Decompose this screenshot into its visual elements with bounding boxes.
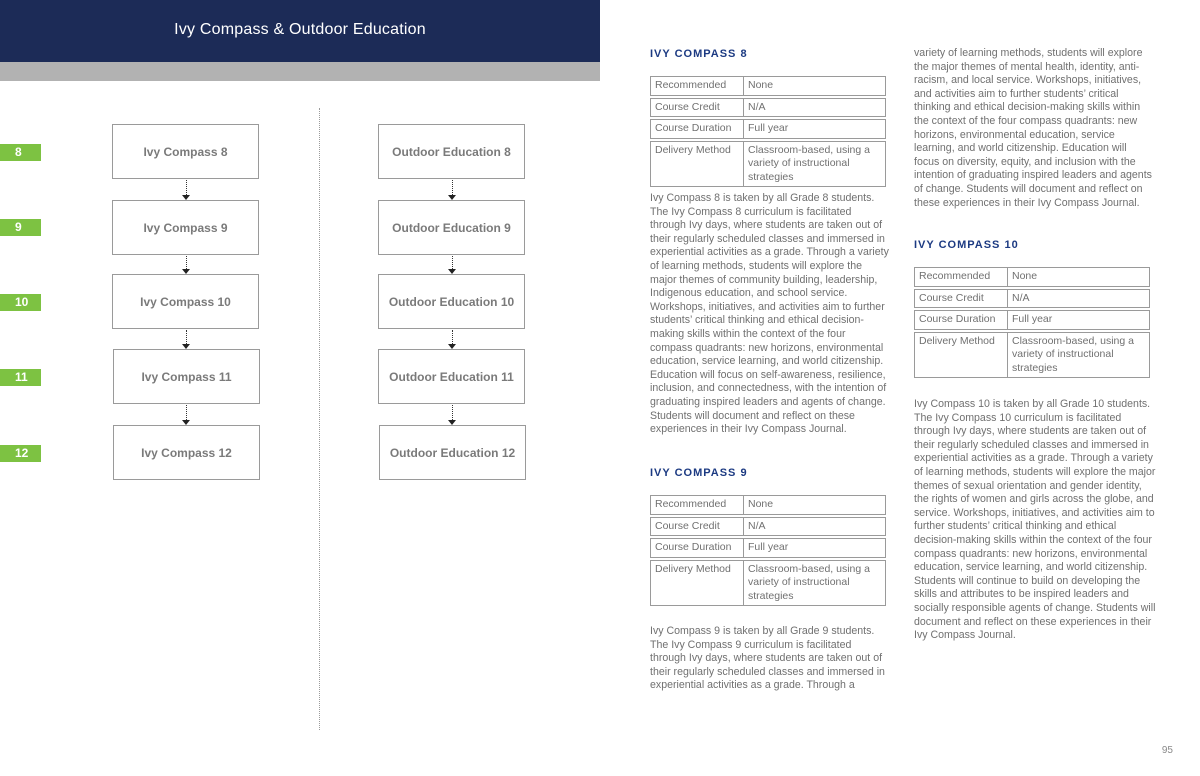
grade-badge-10: 10 (0, 294, 41, 311)
header-gray-band (0, 62, 600, 81)
connector-line (452, 256, 453, 269)
course-duration-label: Course Duration (650, 538, 743, 558)
grade-badge-12: 12 (0, 445, 41, 462)
table-row (914, 267, 1150, 287)
arrow-down-icon (182, 269, 190, 274)
grade-badge-9: 9 (0, 219, 41, 236)
ivy-compass-8-heading: IVY COMPASS 8 (650, 48, 748, 60)
course-credit-label: Course Credit (650, 98, 743, 118)
outdoor-education-10-box: Outdoor Education 10 (378, 274, 525, 329)
course-duration-label: Course Duration (914, 310, 1007, 330)
table-row (914, 332, 1150, 379)
delivery-method-value: Classroom-based, using a variety of instructional strategies (743, 141, 886, 188)
ivy-compass-9-description: Ivy Compass 9 is taken by all Grade 9 students. The Ivy Compass 9 curriculum is facilitated through Ivy days, where students are taken out of their regularly scheduled classes and immersed in experiential activities as a grade. Through a (650, 625, 885, 692)
connector-line (452, 330, 453, 344)
table-row (650, 517, 886, 537)
course-duration-value: Full year (743, 119, 886, 139)
ivy-compass-11-box: Ivy Compass 11 (113, 349, 260, 404)
ivy-compass-12-box: Ivy Compass 12 (113, 425, 260, 480)
arrow-down-icon (448, 420, 456, 425)
recommended-value: None (743, 495, 886, 515)
recommended-label: Recommended (650, 495, 743, 515)
table-row (914, 310, 1150, 330)
delivery-method-label: Delivery Method (914, 332, 1007, 379)
connector-line (186, 180, 187, 195)
delivery-method-label: Delivery Method (650, 141, 743, 188)
arrow-down-icon (182, 344, 190, 349)
grade-badge-11: 11 (0, 369, 41, 386)
arrow-down-icon (182, 195, 190, 200)
table-row (914, 289, 1150, 309)
arrow-down-icon (448, 269, 456, 274)
connector-line (186, 405, 187, 420)
ivy-compass-9-info-table (650, 493, 886, 608)
delivery-method-value: Classroom-based, using a variety of instructional strategies (743, 560, 886, 607)
table-row (650, 495, 886, 515)
outdoor-education-12-box: Outdoor Education 12 (379, 425, 526, 480)
ivy-compass-10-box: Ivy Compass 10 (112, 274, 259, 329)
ivy-compass-9-heading: IVY COMPASS 9 (650, 467, 748, 479)
recommended-value: None (1007, 267, 1150, 287)
course-credit-value: N/A (1007, 289, 1150, 309)
connector-line (186, 256, 187, 269)
course-credit-label: Course Credit (650, 517, 743, 537)
ivy-compass-9-description-continued: variety of learning methods, students will explore the major themes of mental health, identity, anti-racism, and local service. Workshops, initiatives, and activities aim to further students’ critical thinking and ethical decision-making skills within the context of the four compass quadrants: new horizons, environmental education, service learning, and world citizenship. Education will focus on diversity, equity, and inclusion with the intention of graduating inspired leaders and agents of change. Students will document and reflect on these experiences in their Ivy Compass Journal. (914, 47, 1152, 209)
page-number: 95 (1161, 745, 1173, 756)
outdoor-education-9-box: Outdoor Education 9 (378, 200, 525, 255)
course-credit-value: N/A (743, 98, 886, 118)
table-row (650, 76, 886, 96)
arrow-down-icon (448, 195, 456, 200)
table-row (650, 119, 886, 139)
table-row (650, 560, 886, 607)
grade-badge-8: 8 (0, 144, 41, 161)
delivery-method-label: Delivery Method (650, 560, 743, 607)
ivy-compass-8-info-table (650, 74, 886, 189)
page-title: Ivy Compass & Outdoor Education (174, 21, 426, 38)
ivy-compass-10-description: Ivy Compass 10 is taken by all Grade 10 students. The Ivy Compass 10 curriculum is facilitated through Ivy days, where students are taken out of their regularly scheduled classes and immersed in experiential activities as a grade. Through a variety of learning methods, students will explore the major themes of sexual orientation and gender identity, the rights of women and girls across the globe, and service. Workshops, initiatives, and activities aim to further students’ critical thinking and ethical decision-making skills within the context of the four compass quadrants: new horizons, environmental education, service learning, and world citizenship. Students will continue to build on developing the skills and attributes to be inspired leaders and socially responsible agents of change. Students will document and reflect on these experiences in their Ivy Compass Journal. (914, 398, 1156, 642)
ivy-compass-9-box: Ivy Compass 9 (112, 200, 259, 255)
ivy-compass-10-info-table (914, 265, 1150, 380)
delivery-method-value: Classroom-based, using a variety of instructional strategies (1007, 332, 1150, 379)
course-duration-value: Full year (743, 538, 886, 558)
outdoor-education-11-box: Outdoor Education 11 (378, 349, 525, 404)
course-duration-value: Full year (1007, 310, 1150, 330)
table-row (650, 98, 886, 118)
table-row (650, 141, 886, 188)
connector-line (452, 180, 453, 195)
column-divider (319, 108, 320, 730)
connector-line (186, 330, 187, 344)
connector-line (452, 405, 453, 420)
recommended-label: Recommended (650, 76, 743, 96)
recommended-label: Recommended (914, 267, 1007, 287)
ivy-compass-8-description: Ivy Compass 8 is taken by all Grade 8 students. The Ivy Compass 8 curriculum is facilitated through Ivy days, where students are taken out of their regularly scheduled classes and immersed in experiential activities as a grade. Through a variety of learning methods, students will explore the major themes of community building, leadership, Indigenous education, and school service. Workshops, initiatives, and activities aim to further students’ critical thinking and ethical decision-making skills within the context of the four compass quadrants: new horizons, environmental education, service learning, and world citizenship. Education will focus on self-awareness, resilience, inclusion, and connectedness, with the intention of graduating inspired leaders and agents of change. Students will document and reflect on these experiences in their Ivy Compass Journal. (650, 192, 889, 436)
arrow-down-icon (182, 420, 190, 425)
course-credit-label: Course Credit (914, 289, 1007, 309)
outdoor-education-8-box: Outdoor Education 8 (378, 124, 525, 179)
ivy-compass-10-heading: IVY COMPASS 10 (914, 239, 1019, 251)
ivy-compass-8-box: Ivy Compass 8 (112, 124, 259, 179)
recommended-value: None (743, 76, 886, 96)
arrow-down-icon (448, 344, 456, 349)
course-duration-label: Course Duration (650, 119, 743, 139)
course-credit-value: N/A (743, 517, 886, 537)
table-row (650, 538, 886, 558)
